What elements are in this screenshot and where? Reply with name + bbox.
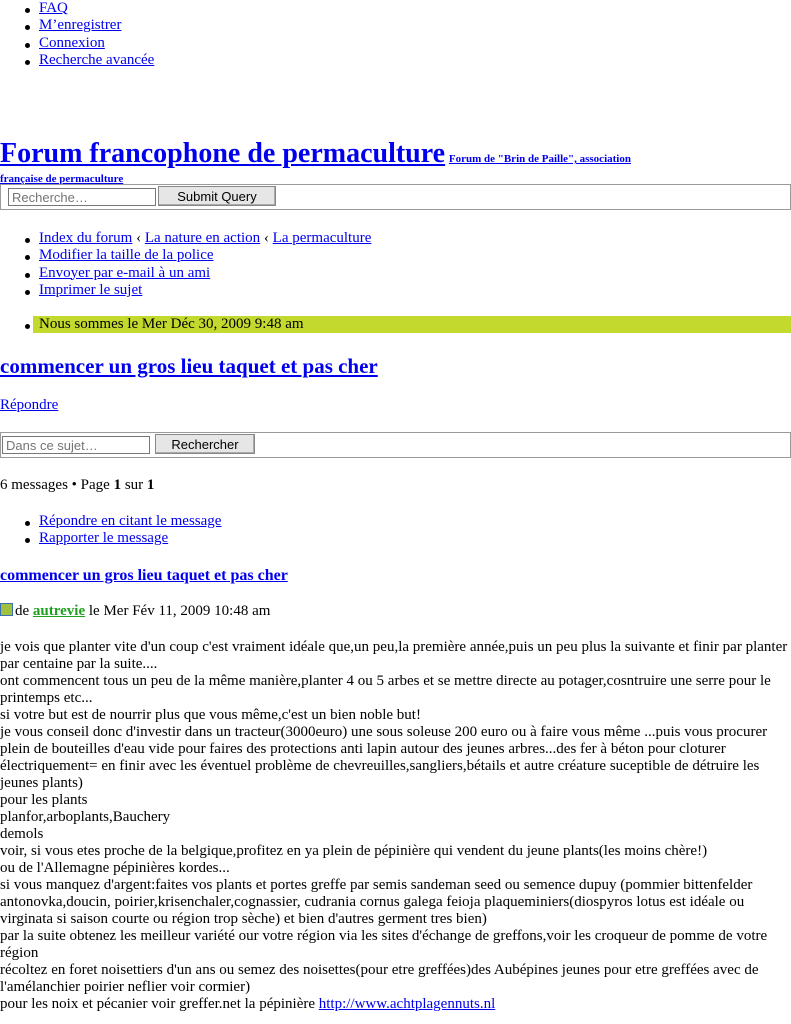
breadcrumb-separator: ‹ [136, 230, 142, 246]
post-by: de [15, 603, 33, 619]
post-line-last [0, 996, 788, 1013]
quote-reply-link[interactable]: Répondre en citant le message [39, 513, 222, 529]
top-nav [0, 0, 154, 69]
breadcrumb-nav [0, 230, 371, 299]
login-link[interactable]: Connexion [39, 34, 105, 51]
current-date-bar [0, 316, 791, 333]
breadcrumb-index-link[interactable]: Index du forum [39, 230, 133, 246]
post-line: si votre but est de nourrir plus que vous même,c'est un bien noble but! [0, 707, 421, 723]
topic-search-button[interactable]: Rechercher [155, 434, 255, 454]
nursery-link[interactable]: http://www.achtplagennuts.nl [318, 996, 496, 1012]
topic-search-box [0, 432, 791, 458]
post-line-text: pour les noix et pécanier voir greffer.net la pépinière [0, 996, 319, 1012]
faq-item [39, 0, 154, 17]
quote-item [39, 513, 221, 530]
font-size-link[interactable]: Modifier la taille de la police [39, 247, 214, 264]
post-line: demols [0, 826, 44, 842]
login-item [39, 35, 154, 52]
post-line: je vous conseil donc d'investir dans un tracteur(3000euro) une sous soleuse 200 euro ou à faire vous même ...puis vous procurer plein de bouteilles d'eau vide pour faires des protections anti lapin autour des jeunes arbres...des fer à béton pour cloturer électriquement= en finir avec les éventuel problème de chevreuilles,sangliers,bétails et autre créature suceptible de détruire les jeunes plants) [0, 724, 768, 791]
site-description[interactable]: Forum de "Brin de Paille", association [448, 153, 631, 165]
post-line: récoltez en foret noisettiers d'un ans ou semez des noisettes(pour etre greffées)des Aubépines jeunes pour etre greffées avec de l'amélanchier poirier neflier voir cormier) [0, 962, 759, 995]
post-line: si vous manquez d'argent:faites vos plants et portes greffe par semis sandeman seed ou semence dupuy (pommier bittenfelder antonovka,doucin, poirier,krisenchaler,cognassier, cudrania cornus galega feioja plaqueminiers(diospyros lotus est idéale ou virginata si saison courte ou région trop sèche) et bien d'autres germent tres bien) [0, 877, 753, 927]
total-pages: 1 [146, 477, 155, 493]
post-icon[interactable] [0, 603, 13, 616]
print-topic-link[interactable]: Imprimer le sujet [39, 281, 143, 298]
advanced-search-item [39, 52, 154, 69]
post-line: ou de l'Allemagne pépinières kordes... [0, 860, 230, 876]
site-title[interactable]: Forum francophone de permaculture [0, 138, 446, 169]
reply-link[interactable]: Répondre [0, 397, 59, 413]
post-line: je vois que planter vite d'un coup c'est vraiment idéale que,un peu,la première année,puis un peu plus la suivante et finir par planter par centaine par la suite.... [0, 639, 788, 672]
bullet [25, 324, 30, 329]
advanced-search-link[interactable]: Recherche avancée [39, 51, 155, 68]
page-of: sur [121, 477, 147, 493]
post-date: le Mer Fév 11, 2009 10:48 am [85, 603, 271, 619]
print-item [39, 282, 371, 299]
font-size-item [39, 247, 371, 264]
report-item [39, 530, 221, 547]
site-description-line2[interactable]: française de permaculture [0, 173, 124, 185]
current-date: Nous sommes le Mer Déc 30, 2009 9:48 am [39, 316, 304, 332]
email-friend-link[interactable]: Envoyer par e-mail à un ami [39, 264, 211, 281]
site-search-button[interactable]: Submit Query [158, 186, 276, 206]
post-line: ont commencent tous un peu de la même manière,planter 4 ou 5 arbes et se mettre directe au potager,cosntruire une serre pour le printemps etc... [0, 673, 771, 706]
post-line: planfor,arboplants,Bauchery [0, 809, 171, 825]
site-search-box [0, 184, 791, 210]
post-line: par la suite obtenez les meilleur variété our votre région via les sites d'échange de greffons,voir les croqueur de pomme de votre région [0, 928, 768, 961]
post-actions [0, 513, 221, 548]
topic-search-input[interactable] [2, 436, 150, 454]
post-author-link[interactable]: autrevie [32, 603, 86, 619]
site-header [0, 138, 791, 187]
post-line: pour les plants [0, 792, 88, 808]
post-meta [0, 603, 270, 620]
report-post-link[interactable]: Rapporter le message [39, 530, 169, 547]
message-count: 6 messages • Page [0, 477, 114, 493]
post-content [0, 639, 788, 1013]
register-link[interactable]: M’enregistrer [39, 17, 122, 34]
breadcrumb-forum-link[interactable]: La permaculture [272, 230, 372, 246]
post-line: voir, si vous etes proche de la belgique,profitez en ya plein de pépinière qui vendent du jeune plants(les moins chère!) [0, 843, 708, 859]
topic-title[interactable]: commencer un gros lieu taquet et pas cher [0, 354, 378, 378]
register-item [39, 17, 154, 34]
breadcrumb-separator: ‹ [263, 230, 269, 246]
pagination-info [0, 477, 154, 494]
site-search-input[interactable] [8, 188, 156, 206]
breadcrumb [39, 230, 371, 247]
breadcrumb-category-link[interactable]: La nature en action [144, 230, 261, 246]
post-subject[interactable]: commencer un gros lieu taquet et pas cher [0, 567, 288, 584]
current-page: 1 [113, 477, 122, 493]
email-friend-item [39, 265, 371, 282]
faq-link[interactable]: FAQ [39, 0, 68, 16]
